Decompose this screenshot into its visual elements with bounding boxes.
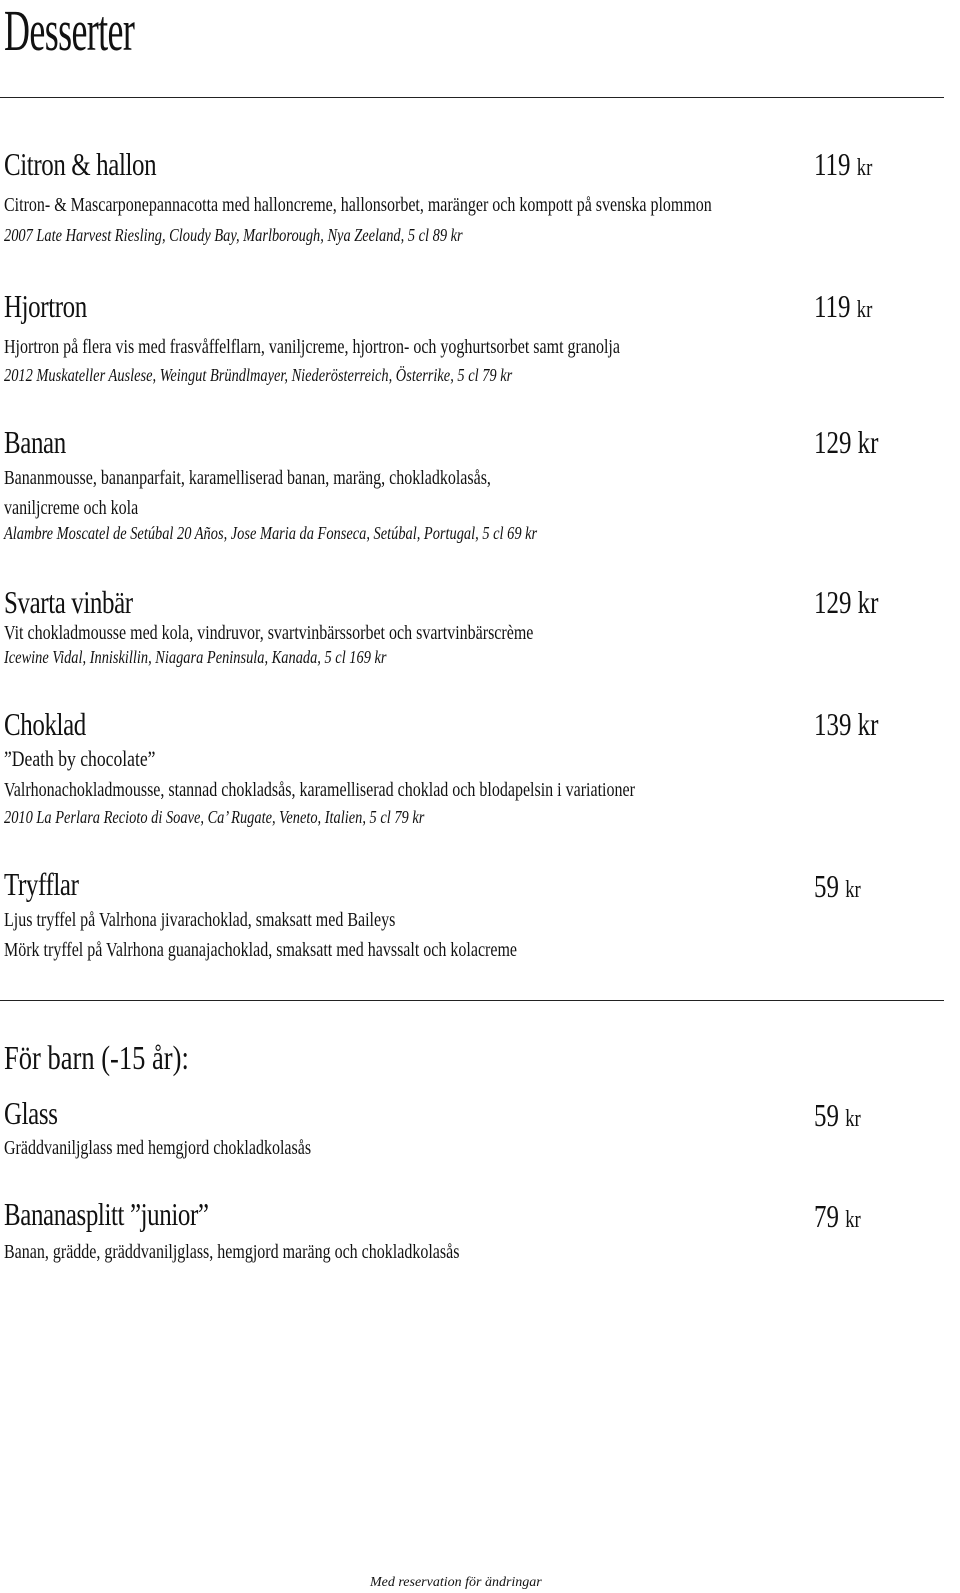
menu-item	[4, 426, 83, 458]
dish-description: Valrhonachokladmousse, stannad chokladsås, karamelliserad choklad och blodapelsin i variationer	[4, 779, 635, 801]
wine-pairing: Icewine Vidal, Inniskillin, Niagara Peninsula, Kanada, 5 cl 169 kr	[4, 647, 387, 667]
dish-description: Vit chokladmousse med kola, vindruvor, svartvinbärssorbet och svartvinbärscrème	[4, 622, 534, 644]
wine-pairing: 2012 Muskateller Auslese, Weingut Bründlmayer, Niederösterreich, Österrike, 5 cl 79 kr	[4, 365, 513, 385]
price-currency: kr	[845, 1207, 861, 1233]
dish-price	[814, 1099, 874, 1131]
dish-price	[814, 290, 889, 322]
dish-name: Choklad	[4, 706, 86, 742]
menu-item	[4, 148, 199, 180]
wine-pairing: Alambre Moscatel de Setúbal 20 Años, Jose Maria da Fonseca, Setúbal, Portugal, 5 cl 69 kr	[4, 523, 538, 543]
dish-tagline: ”Death by chocolate”	[4, 746, 156, 771]
dish-description: Ljus tryffel på Valrhona jivarachoklad, smaksatt med Baileys	[4, 909, 396, 931]
price-currency: kr	[845, 1106, 861, 1132]
menu-item	[4, 868, 100, 900]
section-title: För barn (-15 år):	[4, 1040, 189, 1077]
dish-description: Hjortron på flera vis med frasvåffelflarn, vaniljcreme, hjortron- och yoghurtsorbet samt granolja	[4, 336, 620, 358]
dish-name: Banan	[4, 424, 66, 460]
menu-item	[4, 708, 109, 740]
dish-price	[814, 586, 897, 618]
dish-price	[814, 708, 897, 740]
footer-note: Med reservation för ändringar	[370, 1575, 542, 1590]
price-value: 119	[814, 146, 851, 182]
wine-pairing: 2007 Late Harvest Riesling, Cloudy Bay, Marlborough, Nya Zeeland, 5 cl 89 kr	[4, 225, 463, 245]
page-title: Desserter	[4, 0, 135, 63]
menu-item	[4, 1198, 266, 1230]
dish-name: Glass	[4, 1095, 58, 1131]
dish-name: Svarta vinbär	[4, 584, 133, 620]
price-value: 59	[814, 1097, 839, 1133]
dish-price	[814, 148, 889, 180]
price-currency: kr	[857, 424, 879, 460]
dish-description: Mörk tryffel på Valrhona guanajachoklad, smaksatt med havssalt och kolacreme	[4, 939, 518, 961]
price-value: 139	[814, 706, 852, 742]
price-value: 129	[814, 584, 852, 620]
divider	[0, 97, 944, 98]
dish-description: Banan, grädde, gräddvaniljglass, hemgjord maräng och chokladkolasås	[4, 1241, 460, 1263]
dish-description: Bananmousse, bananparfait, karamelliserad banan, maräng, chokladkolasås,	[4, 467, 491, 489]
price-value: 79	[814, 1198, 839, 1234]
price-currency: kr	[845, 877, 861, 903]
dish-description: Citron- & Mascarponepannacotta med halloncreme, hallonsorbet, maränger och kompott på svenska plommon	[4, 194, 712, 216]
dish-price	[814, 426, 897, 458]
dish-name: Citron & hallon	[4, 146, 157, 182]
dish-description: Gräddvaniljglass med hemgjord chokladkolasås	[4, 1137, 312, 1159]
dish-name: Hjortron	[4, 288, 87, 324]
dish-price	[814, 870, 874, 902]
dish-name: Bananasplitt ”junior”	[4, 1196, 209, 1232]
dish-price	[814, 1200, 874, 1232]
wine-pairing: 2010 La Perlara Recioto di Soave, Ca’ Rugate, Veneto, Italien, 5 cl 79 kr	[4, 807, 425, 827]
divider	[0, 1000, 944, 1001]
price-currency: kr	[856, 297, 873, 323]
menu-item	[4, 290, 110, 322]
dish-description: vaniljcreme och kola	[4, 497, 139, 519]
price-currency: kr	[857, 584, 879, 620]
price-value: 59	[814, 868, 839, 904]
menu-item	[4, 1097, 73, 1129]
dish-name: Tryfflar	[4, 866, 79, 902]
price-currency: kr	[856, 155, 873, 181]
price-value: 119	[814, 288, 851, 324]
menu-item	[4, 586, 169, 618]
price-currency: kr	[857, 706, 879, 742]
price-value: 129	[814, 424, 852, 460]
